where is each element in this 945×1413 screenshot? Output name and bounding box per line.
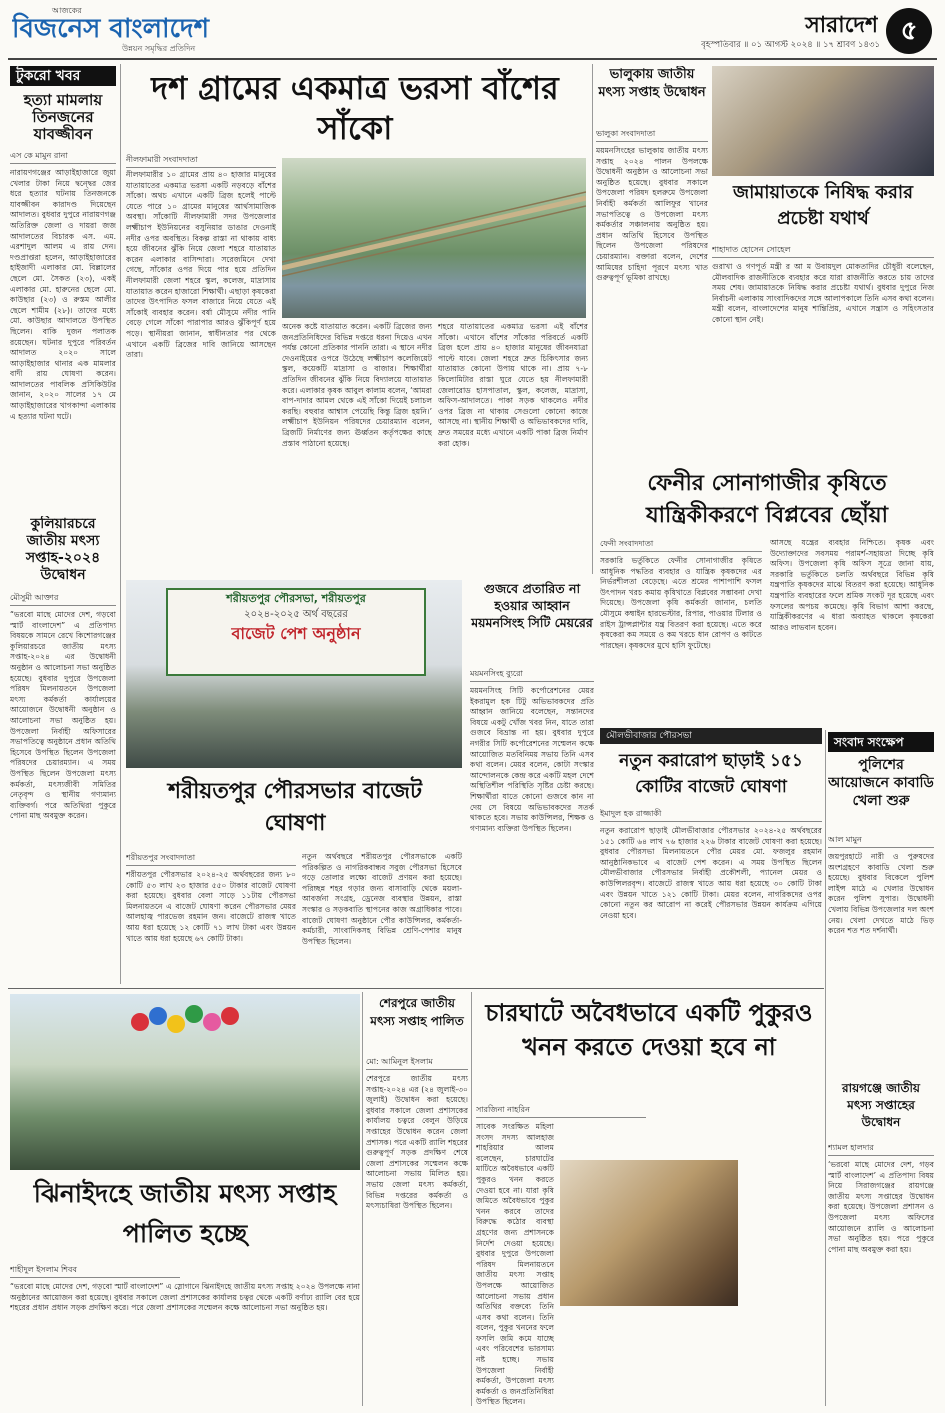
sherpur-body: শেরপুরে জাতীয় মৎস্য সপ্তাহ-২০২৪ এর (২৪ জুলাই-৩০ জুলাই) উদ্বোধন করা হয়েছে। বুধবার সকালে জেলা প্রশাসকের কার্যালয় চত্বরে বেলুন উড়িয়ে সপ্তাহের উদ্বোধন করেন জেলা প্রশাসক। পরে একটি র‍্যালি শহরের গুরুত্বপূর্ণ সড়ক প্রদক্ষিণ শেষে জেলা প্রশাসকের সম্মেলন কক্ষে আলোচনা সভায় মিলিত হয়। সভায় জেলা মৎস্য কর্মকর্তা, বিভিন্ন দপ্তরের কর্মকর্তা ও মৎস্যচাষিরা উপস্থিত ছিলেন। xyxy=(366,1074,468,1211)
main-col1: নীলফামারীর ১০ গ্রামের প্রায় ৪০ হাজার মানুষের যাতায়াতের একমাত্র ভরসা একটি নড়বড়ে বাঁশের সাঁকো। অথচ এখানে একটি ব্রিজ হলেই পাল্টে যেতে পারে ১০ গ্রামের মানুষের আর্থসামাজিক অবস্থা। সাঁকোটি নীলফামারী সদর উপজেলার লক্ষ্মীচাপ ইউনিয়নের বসুনিয়ার ডাঙার দেওনাই নদীর ওপর অবস্থিত। বিকল্প রাস্তা না থাকায় বাধ্য হয়ে জীবনের ঝুঁকি নিয়ে জেলা শহরে যাতায়াত করেন এলাকার বাসিন্দারা। সরেজমিনে দেখা গেছে, সাঁকোর ওপর দিয়ে পার হয়ে প্রতিদিন নীলফামারী জেলা শহরে স্কুল, কলেজ, মাদ্রাসায় যাতায়াত করেন হাজারো শিক্ষার্থী। এছাড়া কৃষকেরা তাদের উৎপাদিত ফসল বাজারে নিয়ে যেতে এই সাঁকোই ব্যবহার করেন। বর্ষা মৌসুমে নদীর পানি বেড়ে গেলে সাঁকো পারাপার আরও ঝুঁকিপূর্ণ হয়ে পড়ে। স্থানীয়রা জানান, স্বাধীনতার পর থেকে এখানে একটি ব্রিজের দাবি জানিয়ে আসছেন তারা। xyxy=(126,170,276,360)
sherpur-rule xyxy=(471,992,472,1406)
bridge-illustration xyxy=(282,158,586,318)
left-story1-title: হত্যা মামলায় তিনজনের যাবজ্জীবন xyxy=(23,92,103,142)
mymensingh-body: ময়মনসিংহ সিটি কর্পোরেশনের মেয়র ইকরামুল হক টিটু অভিভাবকদের প্রতি আহ্বান জানিয়ে বলেছেন, সন্তানদের বিষয়ে একটু খোঁজ খবর নিন, যাতে তারা গুজবে বিভ্রান্ত না হয়। বুধবার দুপুরে নগরীর সিটি কর্পোরেশনের সম্মেলন কক্ষে আয়োজিত মতবিনিময় সভায় তিনি এসব কথা বলেন। মেয়র বলেন, কোটা সংস্কার আন্দোলনকে কেন্দ্র করে একটি মহল দেশে অস্থিতিশীল পরিস্থিতি সৃষ্টির চেষ্টা করছে। শিক্ষার্থীরা যাতে কোনো গুজবে কান না দেয় সে বিষয়ে অভিভাবকদের সতর্ক থাকতে হবে। সভায় কাউন্সিলর, শিক্ষক ও গণ্যমান্য ব্যক্তিরা উপস্থিত ছিলেন। xyxy=(470,686,594,833)
bhaluka-byline: ভালুকা সংবাদদাতা xyxy=(596,128,708,142)
jhenaidah-photo xyxy=(10,994,360,1170)
jhenaidah-body: “ভরবো মাছে মোদের দেশ, গড়বো স্মার্ট বাংলাদেশ” এ স্লোগানে ঝিনাইদহে জাতীয় মৎস্য সপ্তাহ ২০২৪ উপলক্ষে নানা অনুষ্ঠানের আয়োজন করা হয়েছে। বুধবার সকালে জেলা প্রশাসকের কার্যালয় চত্বর থেকে একটি বর্ণাঢ্য র‍্যালি বের হয়ে শহরের প্রধান প্রধান সড়ক প্রদক্ষিণ করে। পরে জেলা প্রশাসকের সম্মেলন কক্ষে আলোচনা সভা অনুষ্ঠিত হয়। xyxy=(10,1282,360,1313)
budget-banner-line1: শরীয়তপুর পৌরসভা, শরীয়তপুর xyxy=(226,592,366,605)
moulvibazar-kicker: মৌলভীবাজার পৌরসভা xyxy=(600,728,822,744)
kabaddi-byline: আল মামুন xyxy=(828,834,934,848)
bhaluka-body: ময়মনসিংহের ভালুকায় জাতীয় মৎস্য সপ্তাহ ২০২৪ পালন উপলক্ষে উদ্বোধনী অনুষ্ঠান ও আলোচনা সভা অনুষ্ঠিত হয়েছে। বুধবার সকালে উপজেলা পরিষদ হলরুমে উপজেলা নির্বাহী কর্মকর্তা আলিফুর খানের সভাপতিত্বে ও উপজেলা মৎস্য কর্মকর্তার সঞ্চালনায় অনুষ্ঠিত হয়। প্রধান অতিথি হিসেবে উপস্থিত ছিলেন উপজেলা পরিষদের চেয়ারম্যান। বক্তারা বলেন, দেশের আমিষের চাহিদা পূরণে মৎস্য খাত গুরুত্বপূর্ণ ভূমিকা রাখছে। xyxy=(596,146,708,283)
balloons-illustration xyxy=(130,1002,360,1062)
raiganj-headline: রায়গঞ্জে জাতীয় মৎস্য সপ্তাহের উদ্বোধন xyxy=(842,1081,920,1129)
kabaddi-headline: পুলিশের আয়োজনে কাবাডি খেলা শুরু xyxy=(828,757,934,809)
feni-col1: সরকারি ভর্তুকিতে ফেনীর সোনাগাজীর কৃষিতে আধুনিক পদ্ধতির ব্যবহার ও যান্ত্রিক কৃষকদের এর নির্ভরশীলতা বেড়েছে। এতে শ্রমের পাশাপাশি ফসল উৎপাদন খরচ কমায় কৃষিখাতে বিপ্লবের সম্ভাবনা দেখা দিয়েছে। উপজেলা কৃষি কর্মকর্তা জানান, চলতি মৌসুমে কম্বাইন হারভেস্টার, রিপার, পাওয়ার টিলার ও রাইস ট্রান্সপ্লান্টার যন্ত্র বিতরণ করা হয়েছে। এতে করে কৃষকেরা কম সময়ে ও কম খরচে ধান রোপণ ও কাটতে পারছেন। কৃষকদের মুখে হাসি ফুটেছে। xyxy=(600,556,762,650)
sherpur-headline: শেরপুরে জাতীয় মৎস্য সপ্তাহ পালিত xyxy=(370,996,464,1028)
budget-byline: শরীয়তপুর সংবাদদাতা xyxy=(126,852,296,866)
jhenaidah-headline: ঝিনাইদহে জাতীয় মৎস্য সপ্তাহ পালিত হচ্ছে xyxy=(33,1179,337,1248)
charghat-photo xyxy=(560,1160,738,1306)
budget-headline: শরীয়তপুর পৌরসভার বাজেট ঘোষণা xyxy=(167,779,423,836)
budget-col1: শরীয়তপুর পৌরসভার ২০২৪-২৫ অর্থবছরের জন্য ৮০ কোটি ৫৩ লাখ ২৩ হাজার ৫৫০ টাকার বাজেট ঘোষণা করা হয়েছে। বুধবার বেলা সাড়ে ১১টায় পৌরসভা মিলনায়তনে এ বাজেট ঘোষণা করেন পৌরসভার মেয়র আলহাজ্ব পারভেজ রহমান জন। বাজেটে রাজস্ব খাতে আয় ধরা হয়েছে ১২ কোটি ৭১ লাখ টাকা এবং উন্নয়ন খাতে আয় ধরা হয়েছে ৬৭ কোটি টাকা। xyxy=(126,870,296,943)
kabaddi-body: জয়পুরহাটে নারী ও পুরুষদের অংশগ্রহণে কাবাডি খেলা শুরু হয়েছে। বুধবার বিকেলে পুলিশ লাইন্স মাঠে এ খেলার উদ্বোধন করেন পুলিশ সুপার। উদ্বোধনী খেলায় বিভিন্ন উপজেলার দল অংশ নেয়। খেলা দেখতে মাঠে ভিড় করেন শত শত দর্শনার্থী। xyxy=(828,852,934,936)
sherpur-byline: মো: আমিনুল ইসলাম xyxy=(366,1056,468,1070)
budget-banner xyxy=(166,588,426,676)
moulvibazar-body: নতুন করারোপ ছাড়াই মৌলভীবাজার পৌরসভার ২০২৪-২৫ অর্থবছরের ১৫১ কোটি ৬৪ লাখ ৭৬ হাজার ২২৬ টাকার বাজেট ঘোষণা করা হয়েছে। বুধবার পৌরসভা মিলনায়তনে পৌর মেয়র মো. ফজলুর রহমান আনুষ্ঠানিকভাবে এ বাজেট পেশ করেন। এ সময় উপস্থিত ছিলেন মৌলভীবাজার পৌরসভার নির্বাহী প্রকৌশলী, প্যানেল মেয়র ও কাউন্সিলরবৃন্দ। বাজেটে রাজস্ব খাতে আয় ধরা হয়েছে ৩০ কোটি টাকা এবং উন্নয়ন খাতে ১২১ কোটি টাকা। মেয়র বলেন, নাগরিকদের ওপর কোনো নতুন কর আরোপ না করেই পৌরসভার উন্নয়ন কার্যক্রম এগিয়ে নেওয়া হবে। xyxy=(600,826,822,920)
masthead-title: বিজনেস বাংলাদেশ xyxy=(12,14,209,44)
feni-col2: আসছে যন্ত্রের ব্যবহার নিশ্চিতে। কৃষক এবং উদ্যোক্তাদের সবসময় পরামর্শ-সহায়তা দিচ্ছে কৃষি অফিস। উপজেলা কৃষি অফিস সূত্রে জানা যায়, সরকারি ভর্তুকিতে চলতি অর্থবছরে বিভিন্ন কৃষি যন্ত্রপাতি কৃষকদের মাঝে বিতরণ করা হয়েছে। আধুনিক যন্ত্রপাতি ব্যবহারের ফলে শ্রমিক সংকট দূর হয়েছে এবং ফসলের অপচয় কমেছে। কৃষি বিভাগ আশা করছে, যান্ত্রিকীকরণের এ ধারা অব্যাহত থাকলে কৃষকেরা আরও লাভবান হবেন। xyxy=(770,538,934,632)
charghat-headline: চারঘাটে অবৈধভাবে একটি পুকুরও খনন করতে দেওয়া হবে না xyxy=(485,999,813,1061)
section-title: সারাদেশ xyxy=(805,12,878,36)
mymensingh-byline: ময়মনসিংহ ব্যুরো xyxy=(470,668,594,682)
header-rule xyxy=(8,58,937,60)
sangbad-rule xyxy=(825,730,826,1406)
feni-headline: ফেনীর সোনাগাজীর কৃষিতে যান্ত্রিকীকরণে বিপ্লবের ছোঁয়া xyxy=(646,471,888,528)
jhenaidah-rule xyxy=(362,992,363,1406)
raiganj-body: ‘ভরবো মাছে মোদের দেশ, গড়ব স্মার্ট বাংলাদেশ’ এ প্রতিপাদ্য বিষয় নিয়ে সিরাজগঞ্জের রায়গঞ্জে জাতীয় মৎস্য সপ্তাহের উদ্বোধন করা হয়েছে। উপজেলা প্রশাসন ও উপজেলা মৎস্য অফিসের আয়োজনে র‍্যালি ও আলোচনা সভা অনুষ্ঠিত হয়। পরে পুকুরে পোনা মাছ অবমুক্ত করা হয়। xyxy=(828,1160,934,1254)
page-number-value: ৫ xyxy=(900,16,918,46)
feni-byline: ফেনী সংবাদদাতা xyxy=(600,538,762,552)
budget-banner-line3: বাজেট পেশ অনুষ্ঠান xyxy=(231,624,361,643)
charghat-body: সাবেক সংরক্ষিত মহিলা সংসদ সদস্য আলহাজ শাহরিয়ার আলম বলেছেন, চারঘাটের মাটিতে অবৈধভাবে একটি পুকুরও খনন করতে দেওয়া হবে না। যারা কৃষি জমিতে অবৈধভাবে পুকুর খনন করবে তাদের বিরুদ্ধে কঠোর ব্যবস্থা গ্রহণের জন্য প্রশাসনকে নির্দেশ দেওয়া হয়েছে। বুধবার দুপুরে উপজেলা পরিষদ মিলনায়তনে জাতীয় মৎস্য সপ্তাহ উপলক্ষে আয়োজিত আলোচনা সভায় প্রধান অতিথির বক্তব্যে তিনি এসব কথা বলেন। তিনি বলেন, পুকুর খননের ফলে ফসলি জমি কমে যাচ্ছে এবং পরিবেশের ভারসাম্য নষ্ট হচ্ছে। সভায় উপজেলা নির্বাহী কর্মকর্তা, উপজেলা মৎস্য কর্মকর্তা ও জনপ্রতিনিধিরা উপস্থিত ছিলেন। xyxy=(476,1122,554,1406)
left-story2-byline: মৌসুমী আক্তার xyxy=(10,592,116,606)
left-story2-title: কুলিয়ারচরে জাতীয় মৎস্য সপ্তাহ-২০২৪ উদ্বোধন xyxy=(25,516,101,583)
masthead xyxy=(12,6,332,56)
main-right-rule xyxy=(592,64,593,574)
main-col3: শহরে যাতায়াতের একমাত্র ভরসা এই বাঁশের সাঁকো। এখানে বাঁশের সাঁকোর পরিবর্তে একটি ব্রিজ হলে প্রায় ৪০ হাজার মানুষের জীবনযাত্রা পাল্টে যাবে। জেলা শহরে দ্রুত চিকিৎসার জন্য যাতায়াত কোনো উপায় থাকে না। প্রায় ৭-৮ কিলোমিটার রাস্তা ঘুরে যেতে হয় নীলফামারী জেলারোড হাসপাতাল, স্কুল, কলেজ, মাদ্রাসা, অফিস-আদালতে। পাকা সড়ক থাকলেও নদীর ওপর ব্রিজ না থাকায় সেগুলো কোনো কাজে আসছে না। স্থানীয় শিক্ষার্থী ও অভিভাবকদের দাবি, দ্রুত সময়ের মধ্যে এখানে একটি পাকা ব্রিজ নির্মাণ করা হোক। xyxy=(438,322,588,448)
main-col2: অনেক কষ্টে যাতায়াত করেন। একটি ব্রিজের জন্য জনপ্রতিনিধিদের বিভিন্ন দপ্তরে ধরনা দিয়েও এখন পর্যন্ত কোনো প্রতিকার পাননি তারা। এ স্থানে নদীর দেওনাইয়ের ওপরে উঠেছে লক্ষ্মীচাপ কলেজিয়েট স্কুল, কয়েকটি মাদ্রাসা ও বাজার। শিক্ষার্থীরা প্রতিদিন জীবনের ঝুঁকি নিয়ে বিদ্যালয়ে যাতায়াত করে। এলাকার কৃষক আবুল কালাম বলেন, ‘আমরা বাপ-দাদার আমল থেকে এই সাঁকো দিয়েই চলাচল করছি। বহুবার আশ্বাস পেয়েছি কিন্তু ব্রিজ হয়নি।’ লক্ষ্মীচাপ ইউনিয়ন পরিষদের চেয়ারম্যান বলেন, ব্রিজটি নির্মাণের জন্য ঊর্ধ্বতন কর্তৃপক্ষের কাছে প্রস্তাব পাঠানো হয়েছে। xyxy=(282,322,432,448)
budget-banner-line2: ২০২৪-২০২৫ অর্থ বছরের xyxy=(244,609,348,620)
sangbad-songkhep-tag: সংবাদ সংক্ষেপ xyxy=(828,732,934,752)
minister-photo xyxy=(712,66,934,176)
left-story1-byline: এস কে মামুন রানা xyxy=(10,150,116,164)
jamaat-headline: জামায়াতকে নিষিদ্ধ করার প্রচেষ্টা যথার্থ xyxy=(732,182,913,229)
header-date: বৃহস্পতিবার ॥ ০১ আগস্ট ২০২৪ ॥ ১৭ শ্রাবণ ১৪৩১ xyxy=(701,40,880,50)
charghat-byline: সারজিনা নাহরিন xyxy=(476,1104,646,1118)
budget-event-photo xyxy=(126,580,462,768)
raiganj-byline: শ্যামল হালদার xyxy=(828,1142,934,1156)
jamaat-byline: শাহাদাত হোসেন সোহেল xyxy=(712,244,934,258)
jamaat-body: গুরাখা ও গণপূর্ত মন্ত্রী র আ ম উবায়দুল মোকতাদির চৌধুরী বলেছেন, মৌলবাদিক রাজনীতিকে ব্যবহার করে যারা রাজনীতি করতে চায় তাদের সময় শেষ। জামায়াতকে নিষিদ্ধ করার প্রচেষ্টা যথার্থ। বুধবার দুপুরে নিজ নির্বাচনী এলাকায় সাংবাদিকদের সঙ্গে আলাপকালে তিনি এসব কথা বলেন। মন্ত্রী বলেন, বাংলাদেশের মানুষ শান্তিপ্রিয়, এখানে সন্ত্রাস ও সহিংসতার কোনো স্থান নেই। xyxy=(712,262,934,324)
bamboo-bridge-photo xyxy=(282,158,586,318)
masthead-tagline: উন্নয়ন সমৃদ্ধির প্রতিদিন xyxy=(122,44,196,53)
main-byline: নীলফামারী সংবাদদাতা xyxy=(126,154,276,168)
budget-col2: নতুন অর্থবছরে শরীয়তপুর পৌরসভাকে একটি পরিকল্পিত ও নাগরিকবান্ধব সবুজ পৌরসভা হিসেবে গড়ে তোলার লক্ষ্যে বাজেট প্রণয়ন করা হয়েছে। পরিচ্ছন্ন শহর গড়ার জন্য বাসাবাড়ি থেকে ময়লা-আবর্জনা সংগ্রহ, ড্রেনেজ ব্যবস্থার উন্নয়ন, রাস্তা সংস্কার ও সড়কবাতি স্থাপনের কাজ অগ্রাধিকার পাবে। বাজেট ঘোষণা অনুষ্ঠানে পৌর কাউন্সিলর, কর্মকর্তা-কর্মচারী, সাংবাদিকসহ বিভিন্ন শ্রেণি-পেশার মানুষ উপস্থিত ছিলেন। xyxy=(302,852,462,946)
masthead-prefix: আজকের xyxy=(52,6,82,15)
mymensingh-headline: গুজবে প্রতারিত না হওয়ার আহ্বান ময়মনসিংহ সিটি মেয়রের xyxy=(471,581,593,630)
charghat-body-continued xyxy=(560,1312,822,1406)
bhaluka-title: ভালুকায় জাতীয় মৎস্য সপ্তাহ উদ্বোধন xyxy=(598,67,706,100)
mid-rule xyxy=(8,988,824,989)
left-column-rule xyxy=(120,64,121,984)
tukro-khobor-tag: টুকরো খবর xyxy=(10,66,116,86)
left-story2-body: “ভরবো মাছে মোদের দেশ, গড়বো স্মার্ট বাংলাদেশ” এ প্রতিপাদ্য বিষয়কে সামনে রেখে কিশোরগঞ্জের কুলিয়ারচরে জাতীয় মৎস্য সপ্তাহ-২০২৪ এর উদ্বোধনী অনুষ্ঠান ও আলোচনা সভা অনুষ্ঠিত হয়েছে। বুধবার দুপুরে উপজেলা পরিষদ মিলনায়তনে উপজেলা মৎস্য কর্মকর্তা কার্যালয়ের আয়োজনে উদ্বোধনী অনুষ্ঠান ও আলোচনা সভা অনুষ্ঠিত হয়। উপজেলা নির্বাহী অফিসারের সভাপতিত্বে অনুষ্ঠানে প্রধান অতিথি হিসেবে উপস্থিত ছিলেন উপজেলা পরিষদের চেয়ারম্যান। এ সময় উপস্থিত ছিলেন উপজেলা মৎস্য কর্মকর্তা, মৎস্যজীবী সমিতির নেতৃবৃন্দ ও স্থানীয় গণ্যমান্য ব্যক্তিবর্গ। পরে অতিথিরা পুকুরে পোনা মাছ অবমুক্ত করেন। xyxy=(10,610,116,821)
left-story1-body: নারায়ণগঞ্জের আড়াইহাজারে জুয়া খেলার টাকা নিয়ে দ্বন্দ্বের জের ধরে হত্যার ঘটনায় তিনজনকে যাবজ্জীবন কারাদণ্ড দিয়েছেন আদালত। বুধবার দুপুরে নারায়ণগঞ্জ অতিরিক্ত জেলা ও দায়রা জজ আদালতের বিচারক এস. এম. এরশাদুল আলম এ রায় দেন। দণ্ডপ্রাপ্তরা হলেন, আড়াইহাজারের হাইজাদী এলাকার মো. বিল্লালের ছেলে মো. সৈকত (২৩), একই এলাকার মো. হারুনের ছেলে মো. কাউছার (২৩) ও রুস্তম আলীর ছেলে শামীম (২৮)। তাদের মধ্যে মো. কাউছার আদালতে উপস্থিত ছিলেন। বাকি দুজন পলাতক রয়েছেন। ঘটনার দুপুরে পরিবর্তন আদালত ২০২০ সালে আড়াইহাজার থানার এক মামলার বাদী রায় ঘোষণা করেন। আদালতের পাবলিক প্রসিকিউটর জানান, ২০২০ সালের ১৭ মে আড়াইহাজারের খাগকান্দা এলাকায় এ হত্যার ঘটনা ঘটে। xyxy=(10,168,116,421)
moulvibazar-byline: ইমাদুল হক রাজ্জাকী xyxy=(600,808,822,822)
page-number xyxy=(886,8,932,54)
moulvibazar-headline: নতুন করারোপ ছাড়াই ১৫১ কোটির বাজেট ঘোষণা xyxy=(619,751,803,797)
jhenaidah-byline: শাহীদুল ইসলাম শিবব xyxy=(10,1264,180,1278)
main-headline: দশ গ্রামের একমাত্র ভরসা বাঁশের সাঁকো xyxy=(151,69,559,147)
